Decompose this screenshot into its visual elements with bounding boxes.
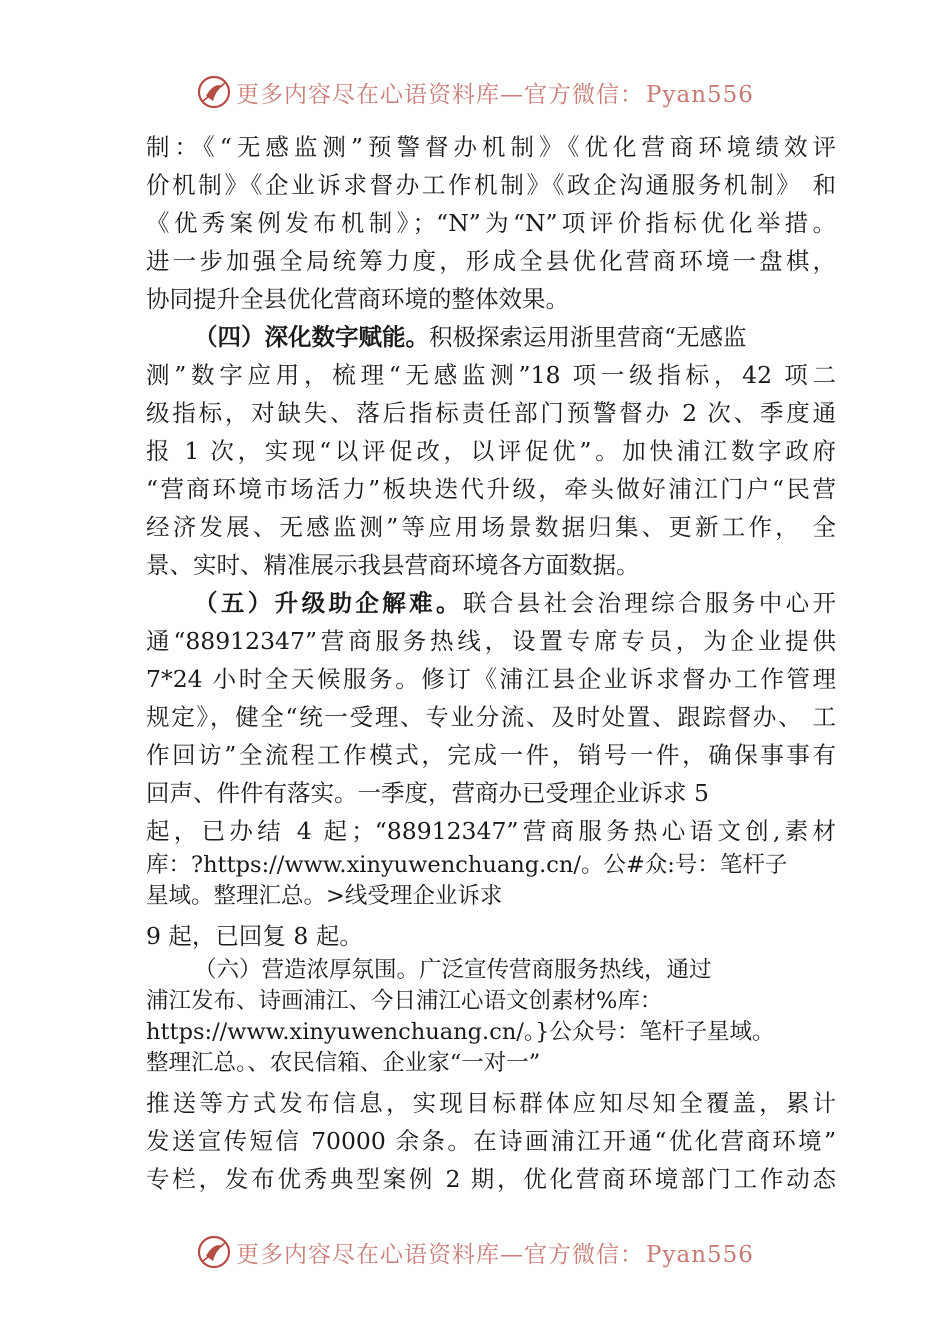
paragraph-3-continued <box>146 850 836 912</box>
text-line: 经济发展、无感监测”等应用场景数据归集、更新工作， 全 <box>146 513 836 541</box>
text-line: 起，已办结 4 起；“88912347”营商服务热心语文创,素材 <box>146 817 836 845</box>
text-line: 推送等方式发布信息，实现目标群体应知尽知全覆盖，累计 <box>146 1089 836 1117</box>
text-line <box>146 584 836 622</box>
paragraph-2 <box>146 318 836 584</box>
text-line: https://www.xinyuwenchuang.cn/。}公众号：笔杆子星域。 <box>146 1019 775 1045</box>
paragraph-5 <box>146 1084 836 1198</box>
text-line: 浦江发布、诗画浦江、今日浦江心语文创素材%库： <box>146 988 663 1014</box>
text-line: 整理汇总。、农民信箱、企业家“一对一” <box>146 1050 541 1076</box>
text-line: 协同提升全县优化营商环境的整体效果。 <box>146 285 569 313</box>
paragraph-3-tail <box>146 917 836 955</box>
header-watermark-banner <box>0 72 950 112</box>
section-heading-5: （五）升级助企解难。 <box>194 589 463 617</box>
text-line: 7*24 小时全天候服务。修订《浦江县企业诉求督办工作管理 <box>146 665 836 693</box>
text-line: 通“88912347”营商服务热线，设置专席专员，为企业提供 <box>146 627 836 655</box>
footer-watermark-banner <box>0 1232 950 1272</box>
logo-icon <box>196 1234 232 1270</box>
text-line: 制：《“无感监测”预警督办机制》《优化营商环境绩效评 <box>146 133 836 161</box>
text-line: “营商环境市场活力”板块迭代升级，牵头做好浦江门户“民营 <box>146 475 836 503</box>
text-line: （六）营造浓厚氛围。广泛宣传营商服务热线，通过 <box>194 957 712 983</box>
text-line: 发送宣传短信 70000 余条。在诗画浦江开通“优化营商环境” <box>146 1127 836 1155</box>
text-line: 《优秀案例发布机制》；“N”为“N”项评价指标优化举措。 <box>146 209 836 237</box>
text-line: 作回访”全流程工作模式，完成一件，销号一件，确保事事有 <box>146 741 836 769</box>
banner-label: 更多内容尽在心语资料库—官方微信： <box>236 1241 645 1268</box>
text-line: 回声、件件有落实。一季度，营商办已受理企业诉求 5 <box>146 779 709 807</box>
banner-text <box>236 76 754 109</box>
text-line: 报 1 次，实现“以评促改，以评促优”。加快浦江数字政府 <box>146 437 836 465</box>
text-line <box>146 318 836 356</box>
text-line: 库：?https://www.xinyuwenchuang.cn/。公#众:号：笔杆子 <box>146 852 788 878</box>
text-line: 测”数字应用，梳理“无感监测”18 项一级指标，42 项二 <box>146 361 836 389</box>
paragraph-3 <box>146 584 836 850</box>
banner-text <box>236 1236 754 1269</box>
text-run: 积极探索运用浙里营商“无感监 <box>429 323 747 351</box>
text-line: 9 起，已回复 8 起。 <box>146 922 363 950</box>
text-line: 进一步加强全局统筹力度，形成全县优化营商环境一盘棋， <box>146 247 836 275</box>
banner-wechat-id: Pyan556 <box>646 1241 754 1268</box>
paragraph-1 <box>146 128 836 318</box>
text-line: 规定》，健全“统一受理、专业分流、及时处置、跟踪督办、 工 <box>146 703 836 731</box>
text-line: 星域。整理汇总。>线受理企业诉求 <box>146 883 503 909</box>
text-run: 联合县社会治理综合服务中心开 <box>462 589 837 617</box>
section-heading-4: （四）深化数字赋能。 <box>194 323 429 351</box>
banner-label: 更多内容尽在心语资料库—官方微信： <box>236 81 645 108</box>
logo-icon <box>196 74 232 110</box>
text-line: 专栏，发布优秀典型案例 2 期，优化营商环境部门工作动态 <box>146 1165 836 1193</box>
text-line: 级指标，对缺失、落后指标责任部门预警督办 2 次、季度通 <box>146 399 836 427</box>
banner-wechat-id: Pyan556 <box>646 81 754 108</box>
text-line: 景、实时、精准展示我县营商环境各方面数据。 <box>146 551 640 579</box>
document-body <box>146 128 836 1198</box>
paragraph-4 <box>146 955 836 1079</box>
text-line: 价机制》《企业诉求督办工作机制》《政企沟通服务机制》 和 <box>146 171 836 199</box>
